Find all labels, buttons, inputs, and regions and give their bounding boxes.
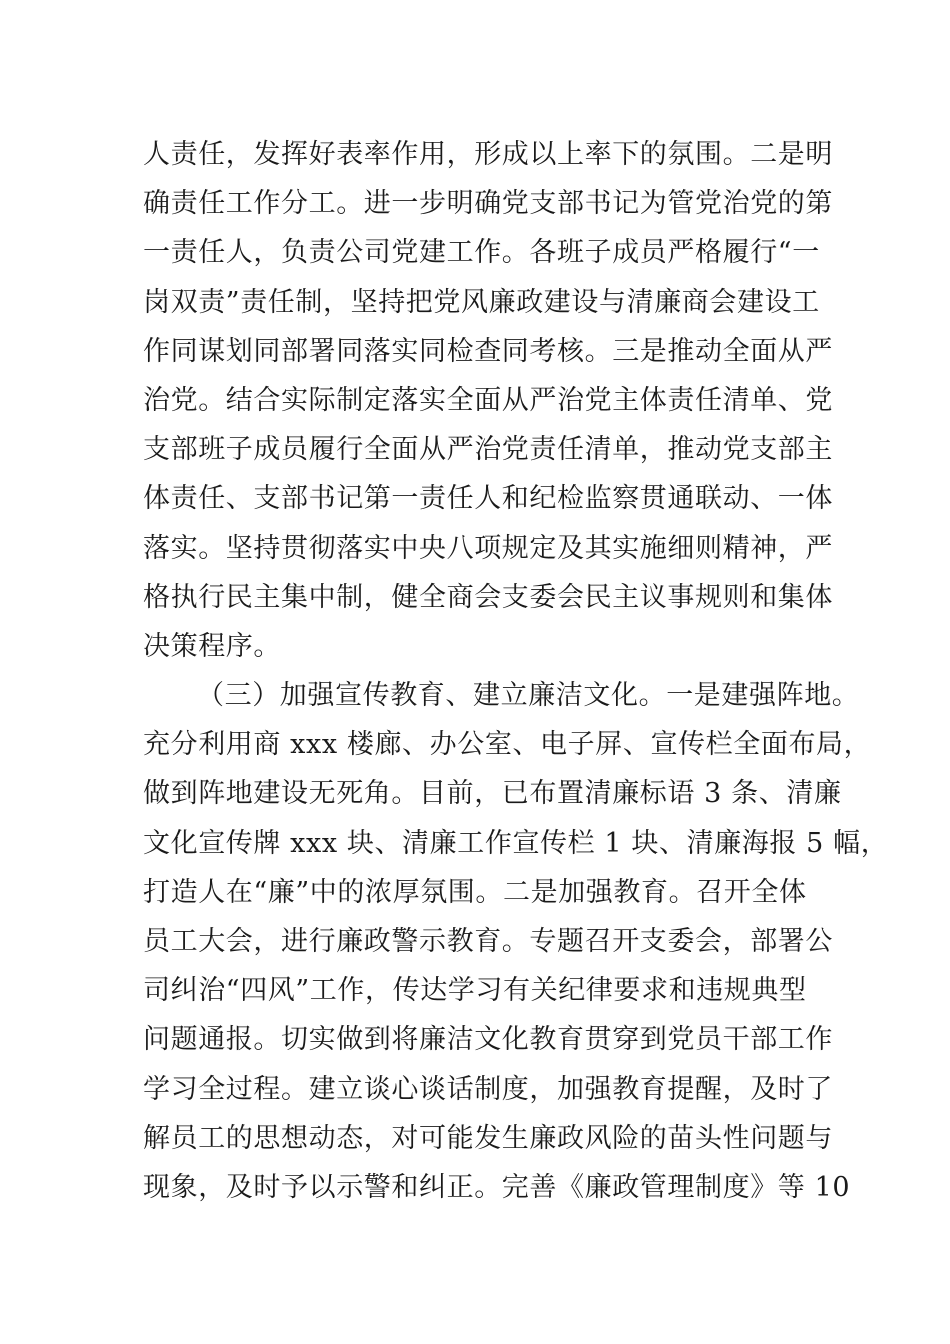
- text-line: 人责任，发挥好表率作用，形成以上率下的氛围。二是明: [143, 139, 833, 170]
- text-line: 作同谋划同部署同落实同检查同考核。三是推动全面从严: [143, 335, 833, 367]
- text-line: 现象，及时予以示警和纠正。完善《廉政管理制度》等 10: [143, 1171, 851, 1203]
- text-line: [143, 1212, 813, 1261]
- text-line: 格执行民主集中制，健全商会支委会民主议事规则和集体: [143, 581, 833, 613]
- text-line: 决策程序。: [143, 630, 281, 662]
- document-body: [143, 130, 889, 1311]
- text-line: 确责任工作分工。进一步明确党支部书记为管党治党的第: [143, 188, 833, 220]
- text-line: 问题通报。切实做到将廉洁文化教育贯穿到党员干部工作: [143, 1024, 833, 1056]
- text-line: 充分利用商 xxx 楼廊、办公室、电子屏、宣传栏全面布局，: [143, 729, 872, 761]
- text-line: 司纠治“四风”工作，传达学习有关纪律要求和违规典型: [143, 975, 807, 1007]
- text-line: 文化宣传牌 xxx 块、清廉工作宣传栏 1 块、清廉海报 5 幅，: [143, 827, 889, 859]
- text-line: 一责任人，负责公司党建工作。各班子成员严格履行“一: [143, 237, 820, 269]
- text-line: 落实。坚持贯彻落实中央八项规定及其实施细则精神，严: [143, 532, 833, 564]
- text-line: 解员工的思想动态，对可能发生廉政风险的苗头性问题与: [143, 1122, 833, 1154]
- text-line: 支部班子成员履行全面从严治党责任清单，推动党支部主: [143, 434, 833, 466]
- text-line: 岗双责”责任制，坚持把党风廉政建设与清廉商会建设工: [143, 286, 820, 318]
- text-line: 员工大会，进行廉政警示教育。专题召开支委会，部署公: [143, 926, 833, 957]
- text-line: 体责任、支部书记第一责任人和纪检监察贯通联动、一体: [143, 483, 833, 515]
- text-line: 学习全过程。建立谈心谈话制度，加强教育提醒，及时了: [143, 1073, 833, 1105]
- text-line: 打造人在“廉”中的浓厚氛围。二是加强教育。召开全体: [143, 876, 807, 908]
- text-line: [143, 1261, 813, 1310]
- text-line: 做到阵地建设无死角。目前，已布置清廉标语 3 条、清廉: [143, 778, 842, 810]
- section-heading-line: （三）加强宣传教育、建立廉洁文化。一是建强阵地。: [197, 680, 860, 712]
- text-line: 治党。结合实际制定落实全面从严治党主体责任清单、党: [143, 384, 833, 416]
